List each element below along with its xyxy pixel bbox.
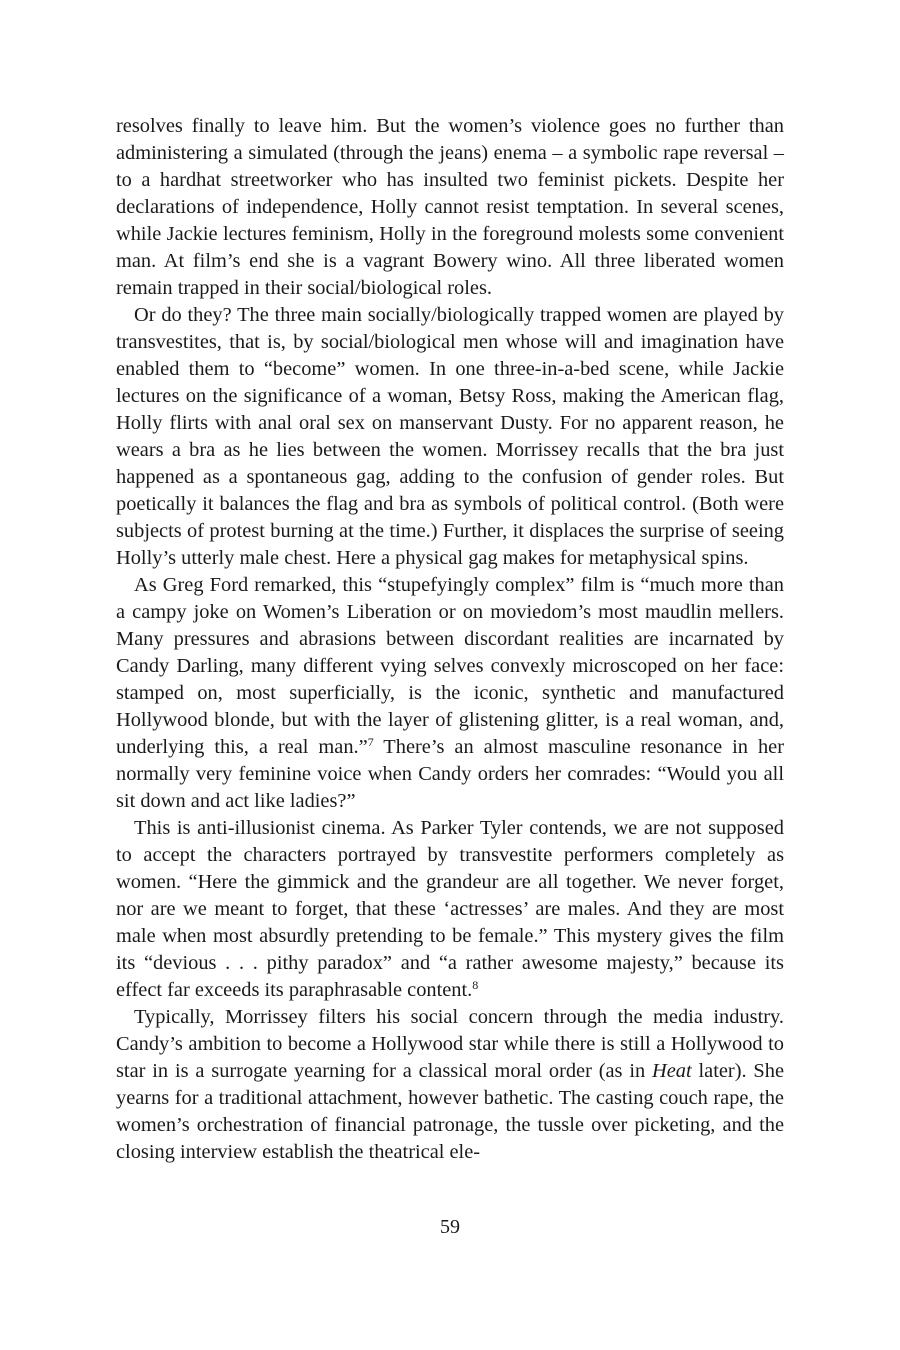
paragraph-5-text: Typically, Morrissey filters his social concern through the media industry. Candy’s ambition to become a Hollywood star while there is still a Hollywood to star in is a surrogate yearning for a classical moral order (as in bbox=[116, 1006, 784, 1082]
paragraph-4-text: This is anti-illusionist cinema. As Parker Tyler contends, we are not supposed to accept the characters portrayed by transvestite performers completely as women. “Here the gimmick and the grandeur are all together. We never forget, nor are we meant to forget, that these ‘actresses’ are males. And they are most male when most absurdly pretending to be female.” This mystery gives the film its “devious . . . pithy paradox” and “a rather awesome majesty,” because its effect far exceeds its paraphrasable content. bbox=[116, 817, 784, 1001]
body-text bbox=[116, 113, 784, 1166]
paragraph-2 bbox=[116, 302, 784, 572]
paragraph-4 bbox=[116, 815, 784, 1004]
paragraph-3 bbox=[116, 572, 784, 815]
paragraph-1-text: resolves finally to leave him. But the women’s violence goes no further than administering a simulated (through the jeans) enema – a symbolic rape reversal – to a hardhat streetworker who has insulted two feminist pickets. Despite her declarations of independence, Holly cannot resist temptation. In several scenes, while Jackie lectures feminism, Holly in the foreground molests some convenient man. At film’s end she is a vagrant Bowery wino. All three liberated women remain trapped in their social/biological roles. bbox=[116, 115, 784, 299]
paragraph-3-text: As Greg Ford remarked, this “stupefyingly complex” film is “much more than a campy joke on Women’s Liberation or on moviedom’s most maudlin mellers. Many pressures and abrasions between discordant realities are incarnated by Candy Darling, many different vying selves convexly microscoped on her face: stamped on, most superficially, is the iconic, synthetic and manufactured Hollywood blonde, but with the layer of glistening glitter, is a real woman, and, underlying this, a real man.” bbox=[116, 574, 784, 758]
footnote-marker-8: 8 bbox=[472, 978, 479, 992]
paragraph-3-text-continued: There’s an almost masculine resonance in her normally very feminine voice when Candy orders her comrades: “Would you all sit down and act like ladies?” bbox=[116, 736, 785, 812]
footnote-marker-7: 7 bbox=[367, 735, 374, 749]
film-title-heat: Heat bbox=[652, 1060, 692, 1082]
paragraph-5 bbox=[116, 1004, 784, 1166]
paragraph-5-text-continued: later). She yearns for a traditional attachment, however bathetic. The casting couch rape, the women’s orchestration of financial patronage, the tussle over picketing, and the closing interview establish the theatrical ele- bbox=[116, 1060, 785, 1163]
paragraph-1 bbox=[116, 113, 784, 302]
paragraph-2-text: Or do they? The three main socially/biologically trapped women are played by transvestites, that is, by social/biological men whose will and imagination have enabled them to “become” women. In one three-in-a-bed scene, while Jackie lectures on the significance of a woman, Betsy Ross, making the American flag, Holly flirts with anal oral sex on manservant Dusty. For no apparent reason, he wears a bra as he lies between the women. Morrissey recalls that the bra just happened as a spontaneous gag, adding to the confusion of gender roles. But poetically it balances the flag and bra as symbols of political control. (Both were subjects of protest burning at the time.) Further, it displaces the surprise of seeing Holly’s utterly male chest. Here a physical gag makes for metaphysical spins. bbox=[116, 304, 784, 569]
page-number: 59 bbox=[440, 1216, 460, 1238]
